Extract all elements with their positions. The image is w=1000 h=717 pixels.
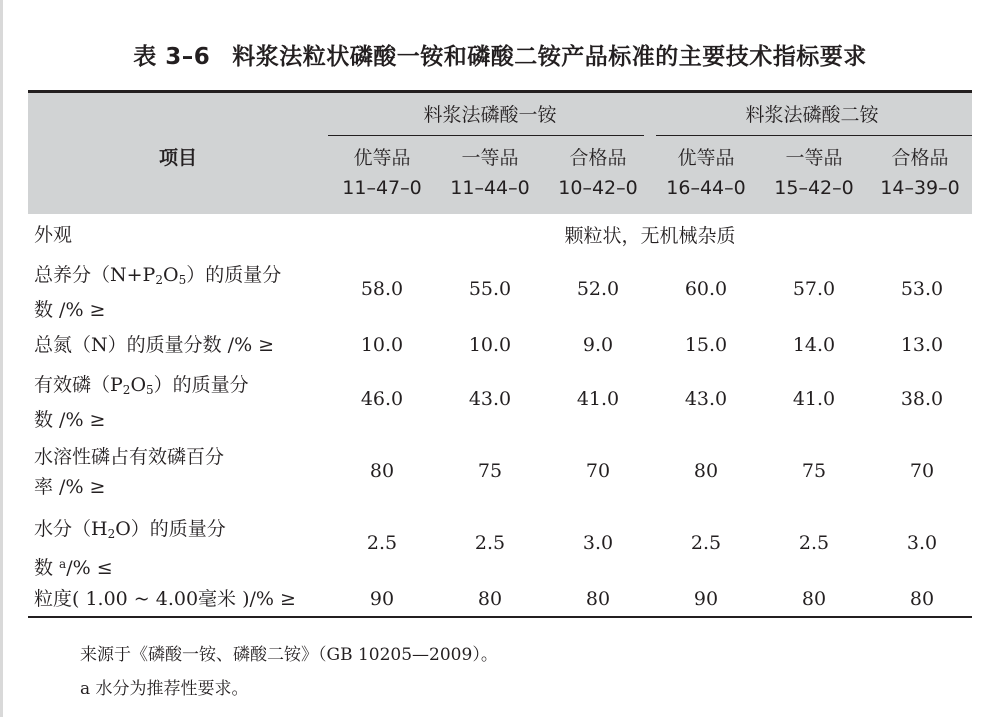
item-column-header: 项目 <box>158 147 197 169</box>
cell-value: 80 <box>369 460 395 482</box>
group-divider-dap <box>656 135 972 136</box>
table-title <box>0 38 1000 71</box>
table-bottom-rule <box>28 616 972 618</box>
cell-value: 80 <box>585 588 611 610</box>
table-header <box>28 93 972 214</box>
table-row <box>28 220 972 252</box>
cell-value: 15.0 <box>684 334 728 356</box>
footnote-marker: a <box>59 557 67 571</box>
cell-value: 80 <box>801 588 827 610</box>
cell-value: 38.0 <box>900 388 944 410</box>
group-header-map: 料浆法磷酸一铵 <box>423 104 557 126</box>
cell-value: 3.0 <box>582 532 614 554</box>
table-row <box>28 584 972 616</box>
cell-value: 13.0 <box>900 334 944 356</box>
cell-value: 75 <box>801 460 827 482</box>
footnote: a 水分为推荐性要求。 <box>80 679 249 699</box>
cell-value: 80 <box>477 588 503 610</box>
cell-value: 2.5 <box>366 532 398 554</box>
row-label: 粒度( 1.00 ~ 4.00毫米 )/% ≥ <box>34 588 296 610</box>
cell-value: 2.5 <box>690 532 722 554</box>
cell-value: 55.0 <box>468 278 512 300</box>
row-label: 总养分$(N+P_2O_5)$的质量分 数 /% ≥ <box>34 264 282 321</box>
group-header-dap: 料浆法磷酸二铵 <box>745 104 879 126</box>
page-edge <box>0 0 3 717</box>
cell-value: 52.0 <box>576 278 620 300</box>
source-note: 来源于《磷酸一铵、磷酸二铵》（GB 10205—2009）。 <box>80 645 498 665</box>
cell-value: 9.0 <box>582 334 614 356</box>
cell-value: 43.0 <box>468 388 512 410</box>
cell-value: 80 <box>693 460 719 482</box>
cell-value: 80 <box>909 588 935 610</box>
grade-header: 合格品 10–42–0 <box>558 147 638 199</box>
cell-value: 2.5 <box>798 532 830 554</box>
cell-value: 90 <box>693 588 719 610</box>
row-label: 水分$(H_2O)$的质量分 数 $^a$/% ≤ <box>34 518 226 579</box>
cell-value: 60.0 <box>684 278 728 300</box>
cell-value: 70 <box>909 460 935 482</box>
row-label: 总氮（N）的质量分数 /% ≥ <box>34 334 275 356</box>
cell-value: 41.0 <box>792 388 836 410</box>
row-label: 有效磷$(P_2O_5)$的质量分 数 /% ≥ <box>34 374 249 431</box>
grade-header: 合格品 14–39–0 <box>880 147 960 199</box>
table-row <box>28 514 972 579</box>
row-label: 水溶性磷占有效磷百分 率 /% ≥ <box>34 446 225 498</box>
table-row <box>28 442 972 502</box>
grade-header: 优等品 16–44–0 <box>666 147 746 199</box>
table-number: 表 3–6 <box>133 44 211 70</box>
grade-header: 优等品 11–47–0 <box>342 147 422 199</box>
cell-value: 14.0 <box>792 334 836 356</box>
group-divider-map <box>328 135 644 136</box>
cell-value: 46.0 <box>360 388 404 410</box>
table-row <box>28 260 972 320</box>
grade-header: 一等品 15–42–0 <box>774 147 854 199</box>
cell-value: 75 <box>477 460 503 482</box>
cell-value: 41.0 <box>576 388 620 410</box>
cell-value: 58.0 <box>360 278 404 300</box>
table-row <box>28 370 972 430</box>
cell-value: 10.0 <box>360 334 404 356</box>
grade-header: 一等品 11–44–0 <box>450 147 530 199</box>
cell-value: 90 <box>369 588 395 610</box>
cell-value: 70 <box>585 460 611 482</box>
appearance-value: 颗粒状，无机械杂质 <box>564 225 736 247</box>
cell-value: 3.0 <box>906 532 938 554</box>
table-row <box>28 330 972 362</box>
row-label: 外观 <box>34 224 73 246</box>
cell-value: 43.0 <box>684 388 728 410</box>
cell-value: 53.0 <box>900 278 944 300</box>
cell-value: 2.5 <box>474 532 506 554</box>
cell-value: 57.0 <box>792 278 836 300</box>
table-caption: 料浆法粒状磷酸一铵和磷酸二铵产品标准的主要技术指标要求 <box>232 44 867 70</box>
cell-value: 10.0 <box>468 334 512 356</box>
